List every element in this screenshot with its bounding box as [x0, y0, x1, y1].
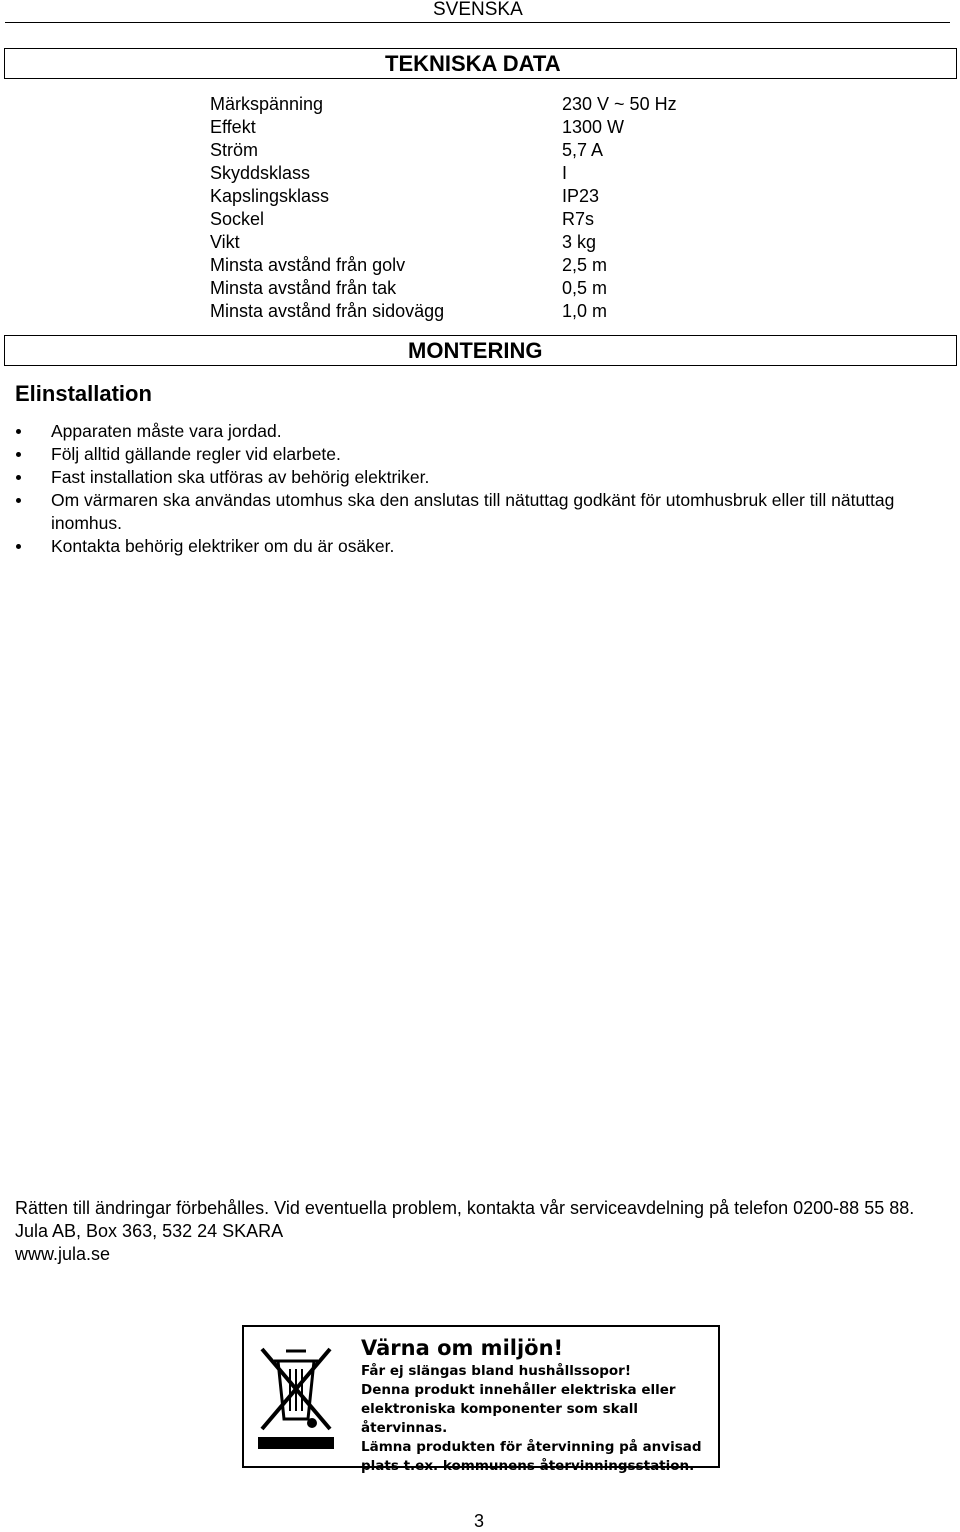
spec-label: Effekt — [210, 117, 256, 137]
spec-value: 1300 W — [562, 117, 625, 137]
spec-label: Sockel — [210, 209, 265, 229]
spec-label: Minsta avstånd från sidovägg — [210, 301, 445, 321]
spec-label: Skyddsklass — [210, 163, 311, 183]
bullet-icon — [16, 498, 21, 503]
environment-notice-line: Får ej slängas bland hushållssopor! — [361, 1363, 631, 1379]
tech-data-title: TEKNISKA DATA — [385, 51, 561, 76]
footer-notice: Rätten till ändringar förbehålles. Vid eventuella problem, kontakta vår serviceavdelning på telefon 0200-88 55 88. — [15, 1198, 915, 1218]
bullet-text: Fast installation ska utföras av behörig elektriker. — [51, 467, 430, 487]
environment-notice-line: Lämna produkten för återvinning på anvisad — [361, 1439, 702, 1455]
environment-notice-title: Värna om miljön! — [361, 1336, 564, 1360]
spec-value: 1,0 m — [562, 301, 608, 321]
elinstallation-heading: Elinstallation — [15, 381, 152, 406]
bullet-icon — [16, 544, 21, 549]
list-item — [0, 466, 960, 489]
footer-contact — [15, 1197, 915, 1266]
page-number: 3 — [474, 1511, 485, 1531]
bullet-text: Följ alltid gällande regler vid elarbete. — [51, 444, 341, 464]
language-label: SVENSKA — [433, 0, 523, 20]
environment-notice-box — [242, 1325, 720, 1474]
spec-label: Ström — [210, 140, 259, 160]
spec-value: 0,5 m — [562, 278, 608, 298]
environment-notice-line: elektroniska komponenter som skall återvinnas. — [361, 1401, 639, 1436]
list-item — [0, 489, 960, 535]
spec-label: Märkspänning — [210, 94, 324, 114]
montering-title: MONTERING — [408, 338, 543, 363]
list-item — [0, 420, 960, 443]
bullet-text: Om värmaren ska användas utomhus ska den anslutas till nätuttag godkänt för utomhusbruk eller till nätuttag inomhus. — [51, 490, 895, 533]
bullet-text: Kontakta behörig elektriker om du är osäker. — [51, 536, 395, 556]
installation-bullet-list — [0, 420, 960, 558]
footer-address: Jula AB, Box 363, 532 24 SKARA — [15, 1221, 284, 1241]
spec-label: Vikt — [210, 232, 240, 252]
bullet-icon — [16, 475, 21, 480]
spec-value: 5,7 A — [562, 140, 604, 160]
spec-label: Kapslingsklass — [210, 186, 330, 206]
bullet-text: Apparaten måste vara jordad. — [51, 421, 282, 441]
footer-website-link[interactable]: www.jula.se — [15, 1244, 111, 1264]
spec-label: Minsta avstånd från golv — [210, 255, 406, 275]
environment-notice-line: plats t.ex. kommunens återvinningsstation. — [361, 1458, 695, 1474]
bullet-icon — [16, 429, 21, 434]
spec-value: 3 kg — [562, 232, 597, 252]
header-divider — [5, 22, 950, 23]
spec-value: R7s — [562, 209, 595, 229]
spec-value: I — [562, 163, 568, 183]
bullet-icon — [16, 452, 21, 457]
spec-label: Minsta avstånd från tak — [210, 278, 397, 298]
environment-notice-text — [361, 1334, 718, 1476]
list-item — [0, 443, 960, 466]
crossed-out-wheelie-bin-icon — [256, 1339, 336, 1449]
environment-notice-line: Denna produkt innehåller elektriska eller — [361, 1382, 676, 1398]
spec-value: 230 V ~ 50 Hz — [562, 94, 677, 114]
spec-value: 2,5 m — [562, 255, 608, 275]
spec-value: IP23 — [562, 186, 600, 206]
list-item — [0, 535, 960, 558]
